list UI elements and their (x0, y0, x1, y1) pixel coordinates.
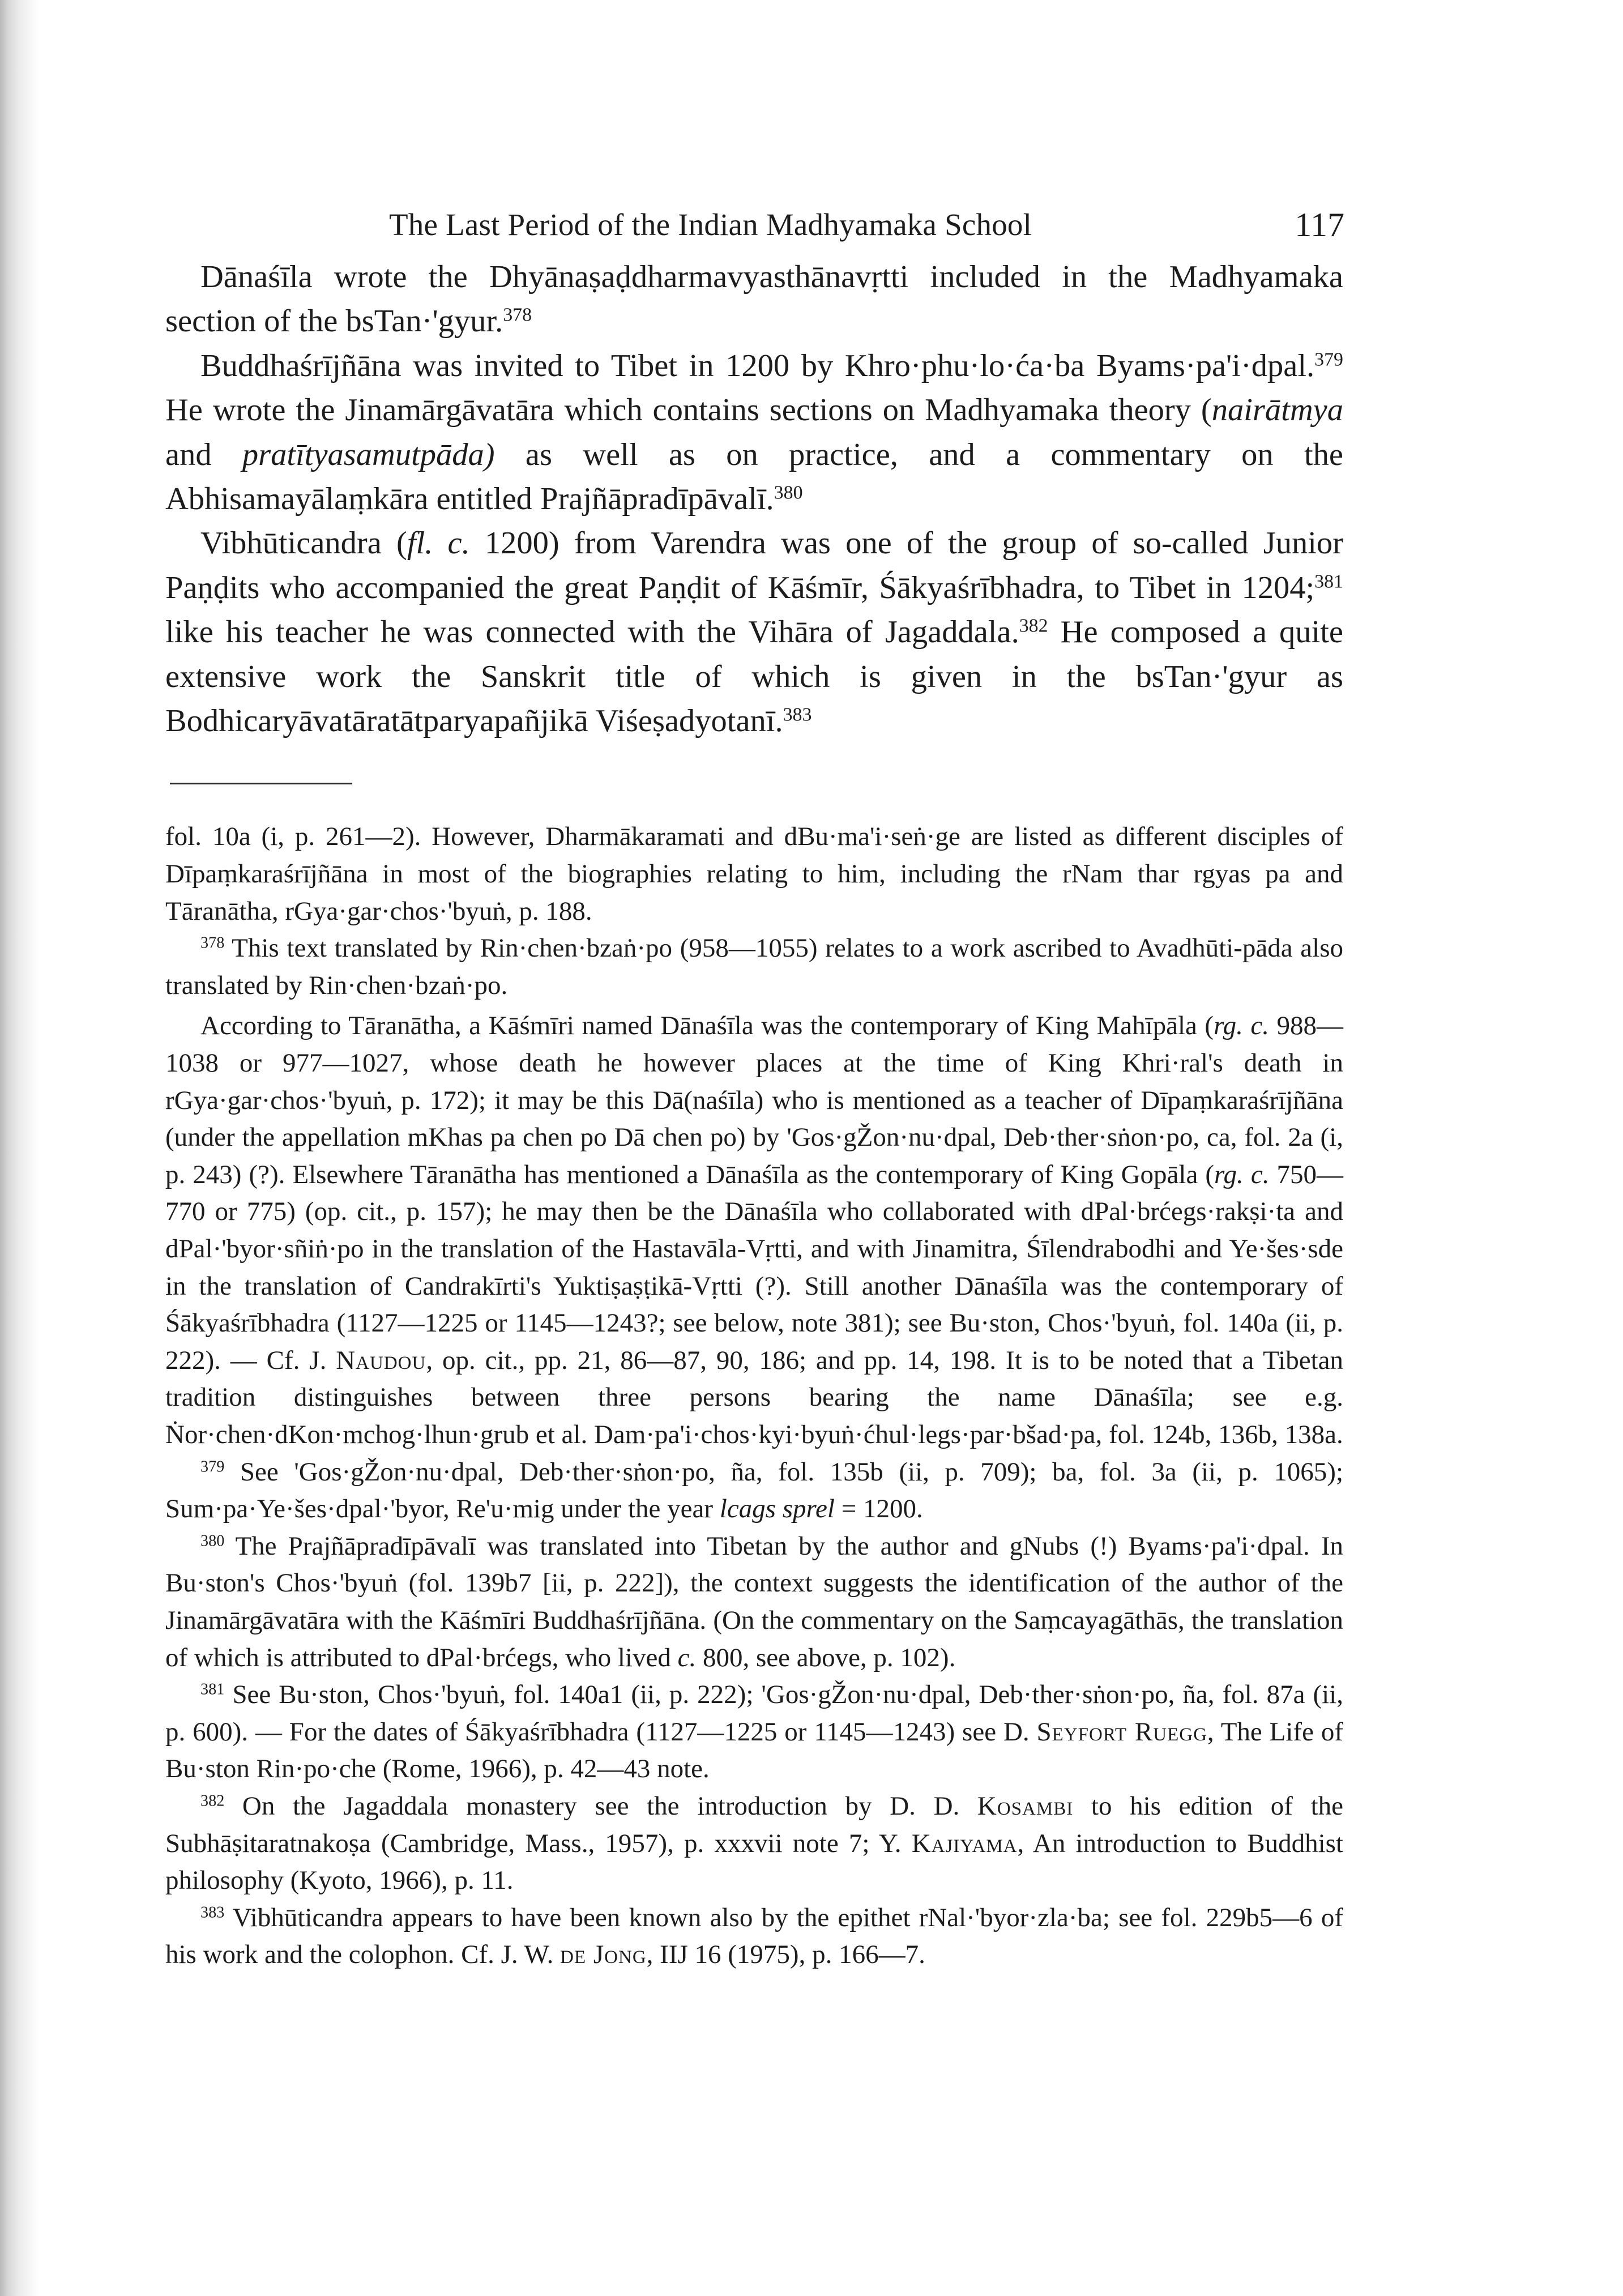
footnote-number: 379 (200, 1458, 225, 1476)
footnote-text: , An introduction to Buddhist philosophy (Kyoto, 1966), p. 11. (165, 1828, 1343, 1896)
footnote-text: See Bu·ston, Chos·'byuṅ, fol. 140a1 (ii, p. 222); 'Gos·gŽon·nu·dpal, Deb·ther·sṅon·po, ña, fol. 87a (ii, p. 600). — For the dates of Śākyaśrībhadra (1127—1225 or 1145—1243) see D. (165, 1680, 1343, 1747)
footnotes (165, 818, 1343, 1973)
author-name: Kajiyama (911, 1828, 1018, 1858)
footnote-text: 800, see above, p. 102). (696, 1642, 956, 1672)
footnote-378 (165, 930, 1343, 1004)
author-name: de Jong (560, 1940, 647, 1970)
footnote-ref-378: 378 (503, 304, 532, 326)
footnote-number: 382 (200, 1792, 225, 1810)
footnote-number: 378 (200, 934, 225, 952)
book-page (165, 199, 1343, 1974)
footnote-text: See 'Gos·gŽon·nu·dpal, Deb·ther·sṅon·po, ña, fol. 135b (ii, p. 709); ba, fol. 3a (ii, p. 1065); Sum·pa·Ye·šes·dpal·'byor, Re'u·mig under the year (165, 1457, 1343, 1524)
footnote-number: 380 (200, 1532, 225, 1550)
page-number: 117 (1295, 206, 1344, 244)
paragraph-text: He wrote the Jinamārgāvatāra which contains sections on Madhyamaka theory ( (165, 392, 1212, 428)
italic-term: pratītyasamutpāda) (242, 437, 495, 472)
footnote-ref-381: 381 (1314, 571, 1343, 592)
footnote-text: , IIJ 16 (1975), p. 166—7. (646, 1940, 925, 1970)
running-title: The Last Period of the Indian Madhyamaka School (389, 207, 1032, 242)
author-name: Naudou (336, 1345, 426, 1375)
body-paragraph-danasila (165, 255, 1343, 344)
body-text (165, 255, 1343, 743)
footnote-383 (165, 1900, 1343, 1974)
paragraph-text: He composed a quite extensive work the Sanskrit title of which is given in the bsTan·'gyur as Bodhicaryāvatāratātparyapañjikā Viśeṣadyotanī. (165, 614, 1343, 739)
footnote-text: 750—770 or 775) (op. cit., p. 157); he may then be the Dānaśīla who collaborated with dPal·brćegs·rakṣi·ta and dPal·'byor·sñiṅ·po in the translation of the Hastavāla-Vṛtti, and with Jinamitra, Śīlendrabodhi and Ye·šes·sde in the translation of Candrakīrti's Yuktiṣaṣṭikā-Vṛtti (?). Still another Dānaśīla was the contemporary of Śākyaśrībhadra (1127—1225 or 1145—1243?; see below, note 381); see Bu·ston, Chos·'byuṅ, fol. 140a (ii, p. 222). — Cf. J. (165, 1159, 1344, 1375)
footnote-text: , The Life of Bu·ston Rin·po·che (Rome, 1966), p. 42—43 note. (165, 1717, 1343, 1784)
footnote-ref-379: 379 (1314, 349, 1343, 370)
footnote-ref-383: 383 (783, 704, 812, 725)
italic-term: nairātmya (1211, 392, 1343, 428)
body-paragraph-vibhuticandra (165, 521, 1343, 743)
paragraph-text: Dānaśīla wrote the Dhyānaṣaḍdharmavyasthānavṛtti included in the Madhyamaka section of the bsTan·'gyur. (165, 259, 1343, 339)
paragraph-text: 1200) from Varendra was one of the group of so-called Junior Paṇḍits who accompanied the great Paṇḍit of Kāśmīr, Śākyaśrībhadra, to Tibet in 1204; (165, 526, 1343, 605)
footnote-380 (165, 1528, 1343, 1676)
footnote-text: This text translated by Rin·chen·bzaṅ·po (958—1055) relates to a work ascribed to Avadhūti-pāda also translated by Rin·chen·bzaṅ·po. (165, 933, 1343, 1000)
footnote-number: 383 (200, 1904, 225, 1922)
footnote-text: On the Jagaddala monastery see the introduction by D. D. (224, 1791, 977, 1821)
footnote-text: = 1200. (834, 1494, 923, 1524)
paragraph-text: and (165, 437, 242, 472)
footnote-text: 988—1038 or 977—1027, whose death he however places at the time of King Khri·ral's death in rGya·gar·chos·'byuṅ, p. 172); it may be this Dā(naśīla) who is mentioned as a teacher of Dīpaṃkaraśrījñāna (under the appellation mKhas pa chen po Dā chen po) by 'Gos·gŽon·nu·dpal, Deb·ther·sṅon·po, ca, fol. 2a (i, p. 243) (?). Elsewhere Tāranātha has mentioned a Dānaśīla as the contemporary of King Gopāla ( (165, 1011, 1343, 1189)
body-paragraph-buddhasrijnana (165, 344, 1343, 522)
italic-term: rg. c. (1214, 1159, 1270, 1189)
paragraph-text: Buddhaśrījñāna was invited to Tibet in 1200 by Khro·phu·lo·ća·ba Byams·pa'i·dpal. (200, 348, 1315, 383)
paragraph-text: Vibhūticandra ( (200, 526, 407, 561)
footnote-text: to his edition of the Subhāṣitaratnakoṣa (Cambridge, Mass., 1957), p. xxxvii note 7; Y. (165, 1791, 1343, 1858)
footnote-text: The Prajñāpradīpāvalī was translated into Tibetan by the author and gNubs (!) Byams·pa'i·dpal. In Bu·ston's Chos·'byuṅ (fol. 139b7 [ii, p. 222]), the context suggests the identification of the author of the Jinamārgāvatāra with the Kāśmīri Buddhaśrījñāna. (On the commentary on the Saṃcayagāthās, the translation of which is attributed to dPal·brćegs, who lived (165, 1531, 1343, 1672)
footnote-continuation: fol. 10a (i, p. 261—2). However, Dharmākaramati and dBu·ma'i·seṅ·ge are listed as different disciples of Dīpaṃkaraśrījñāna in most of the biographies relating to him, including the rNam thar rgyas pa and Tāranātha, rGya·gar·chos·'byuṅ, p. 188. (165, 822, 1343, 926)
footnote-ref-380: 380 (774, 482, 803, 503)
footnote-number: 381 (200, 1680, 225, 1698)
running-head (165, 199, 1343, 251)
footnote-ref-382: 382 (1019, 615, 1048, 637)
footnote-text: According to Tāranātha, a Kāśmīri named Dānaśīla was the contemporary of King Mahīpāla ( (200, 1011, 1214, 1041)
scan-page-edge (0, 0, 40, 2296)
italic-term: rg. c. (1214, 1011, 1269, 1041)
author-name: Kosambi (977, 1791, 1074, 1821)
footnote-text: , op. cit., pp. 21, 86—87, 90, 186; and pp. 14, 198. It is to be noted that a Tibetan tradition distinguishes between three persons bearing the name Dānaśīla; see e.g. Ṅor·chen·dKon·mchog·lhun·grub et al. Dam·pa'i·chos·kyi·byuṅ·ćhul·legs·par·bšad·pa, fol. 124b, 136b, 138a. (165, 1345, 1343, 1449)
footnote-381 (165, 1676, 1343, 1788)
footnote-separator (170, 783, 352, 784)
footnote-378-continued (165, 1008, 1343, 1453)
italic-term: lcags sprel (719, 1494, 835, 1524)
paragraph-text: as well as on practice, and a commentary on the Abhisamayālaṃkāra entitled Prajñāpradīpāvalī. (165, 437, 1344, 517)
italic-term: fl. c. (407, 526, 470, 561)
italic-term: c. (677, 1642, 697, 1672)
footnote-382 (165, 1788, 1343, 1900)
paragraph-text: like his teacher he was connected with the Vihāra of Jagaddala. (165, 614, 1019, 650)
author-name: Seyfort Ruegg (1036, 1717, 1207, 1747)
footnote-379 (165, 1454, 1343, 1528)
footnote-text: Vibhūticandra appears to have been known also by the epithet rNal·'byor·zla·ba; see fol. 229b5—6 of his work and the colophon. Cf. J. W. (165, 1902, 1343, 1970)
